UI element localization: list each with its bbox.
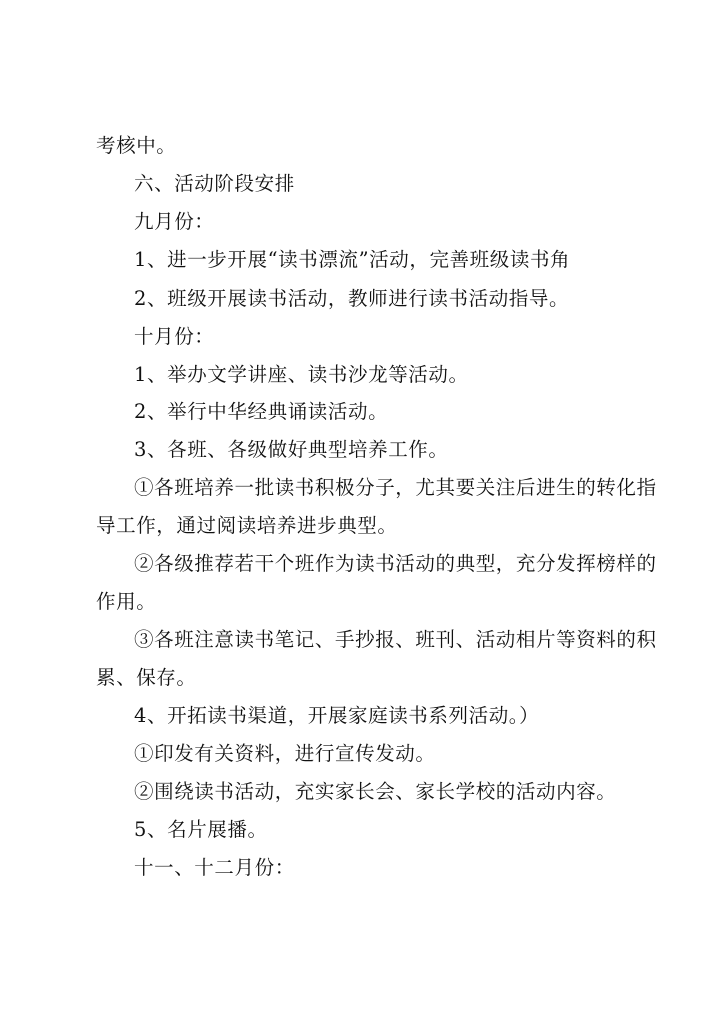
list-item-oct-1: 1、举办文学讲座、读书沙龙等活动。 [134, 363, 469, 386]
text-line-continuation: 考核中。 [96, 134, 177, 157]
sub-item-2-line-1: ②各级推荐若干个班作为读书活动的典型，充分发挥榜样的 [134, 552, 657, 575]
sub-item-1-line-1: ①各班培养一批读书积极分子，尤其要关注后进生的转化指 [134, 476, 657, 499]
sub-item-4-2: ②围绕读书活动，充实家长会、家长学校的活动内容。 [134, 780, 617, 803]
list-item-oct-5: 5、名片展播。 [134, 818, 268, 841]
list-item-oct-4: 4、开拓读书渠道，开展家庭读书系列活动。） [134, 704, 540, 727]
section-heading-activity-schedule: 六、活动阶段安排 [134, 172, 295, 195]
subheading-nov-dec: 十一、十二月份： [134, 856, 295, 879]
sub-item-4-1: ①印发有关资料，进行宣传发动。 [134, 742, 436, 765]
list-item-oct-3: 3、各班、各级做好典型培养工作。 [134, 438, 449, 461]
subheading-september: 九月份： [134, 210, 215, 233]
sub-item-2-line-2: 作用。 [96, 590, 157, 613]
list-item-sep-2: 2、班级开展读书活动，教师进行读书活动指导。 [134, 287, 570, 310]
sub-item-1-line-2: 导工作，通过阅读培养进步典型。 [96, 514, 398, 537]
list-item-oct-2: 2、举行中华经典诵读活动。 [134, 400, 389, 423]
sub-item-3-line-1: ③各班注意读书笔记、手抄报、班刊、活动相片等资料的积 [134, 628, 657, 651]
subheading-october: 十月份： [134, 325, 215, 348]
list-item-sep-1: 1、进一步开展“读书漂流”活动，完善班级读书角 [134, 248, 571, 271]
sub-item-3-line-2: 累、保存。 [96, 666, 197, 689]
